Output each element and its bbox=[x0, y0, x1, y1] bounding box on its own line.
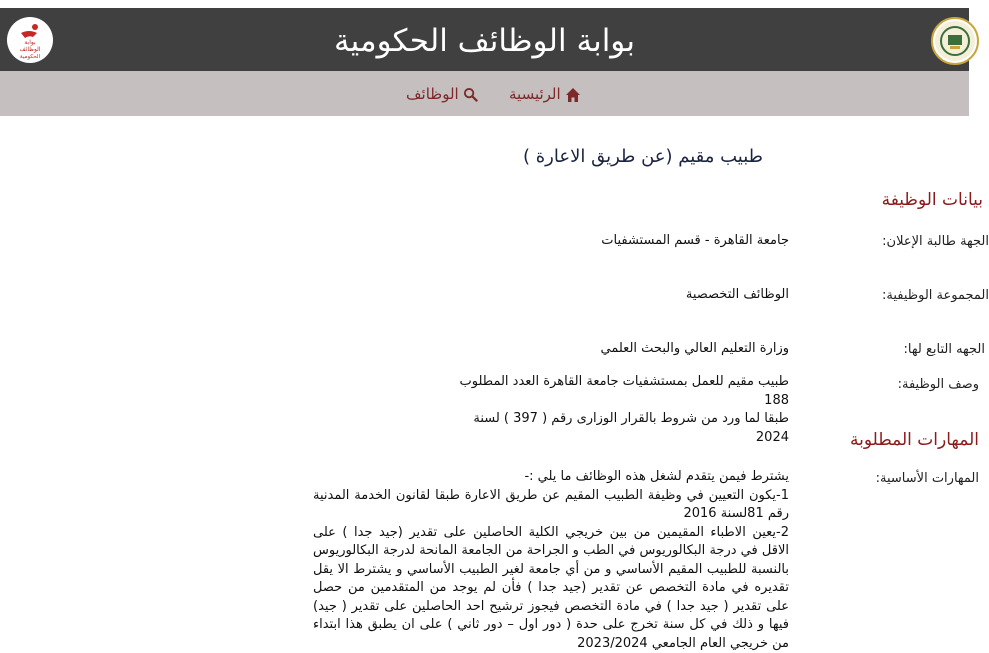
site-header bbox=[0, 8, 969, 71]
field-label-core-skills: المهارات الأساسية: bbox=[876, 471, 979, 486]
description-line-1: طبيب مقيم للعمل بمستشفيات جامعة القاهرة العدد المطلوب 188 bbox=[449, 373, 789, 410]
field-value-requesting-entity: جامعة القاهرة - قسم المستشفيات bbox=[601, 233, 789, 248]
field-value-description bbox=[449, 373, 789, 447]
job-title: طبيب مقيم (عن طريق الاعارة ) bbox=[523, 146, 763, 167]
seal-graphic bbox=[933, 19, 977, 63]
nav-home-label: الرئيسية bbox=[509, 85, 561, 103]
logo-text-2: الوظائف bbox=[19, 46, 40, 53]
section-skills-heading: المهارات المطلوبة bbox=[850, 430, 979, 450]
skills-line-intro: يشترط فيمن يتقدم لشغل هذه الوظائف ما يلي :- bbox=[313, 468, 789, 487]
government-seal-logo[interactable] bbox=[931, 17, 979, 65]
search-icon bbox=[463, 87, 478, 102]
skills-line-2: 2-يعين الاطباء المقيمين من بين خريجي الكلية الحاصلين على تقدير (جيد جدا ) على الاقل في درجة البكالوريوس في الطب و الجراحة من الجامعة المانحة لدرجة البكالوريوس بالنسبة للطبيب المقيم الأساسي و من أي جامعة لغير الطبيب الأساسي و يشترط الا يقل تقديره في مادة التخصص عن تقدير (جيد جدا ) فأن لم يوجد من المتقدمين من حصل على تقدير ( جيد جدا ) في مادة التخصص فيجوز ترشيح احد الحاصلين على تقدير ( جيد) فيها و ذلك في كل سنة تخرج على حدة ( دور اول – دور ثاني ) على ان يطبق هذا ابتداء من خريجي العام الجامعي 2023/2024 bbox=[313, 524, 789, 653]
home-icon bbox=[565, 87, 581, 103]
field-label-job-group: المجموعة الوظيفية: bbox=[882, 288, 989, 303]
skills-line-1: 1-يكون التعيين في وظيفة الطبيب المقيم عن طريق الاعارة طبقا لقانون الخدمة المدنية رقم 81لسنة 2016 bbox=[313, 487, 789, 524]
logo-text-1: بوابة bbox=[24, 39, 36, 46]
main-navbar bbox=[0, 71, 969, 116]
logo-text-3: الحكومية bbox=[20, 53, 41, 60]
job-detail-content bbox=[0, 116, 969, 639]
field-label-affiliation: الجهه التابع لها: bbox=[904, 342, 985, 357]
description-line-2: طبقا لما ورد من شروط بالقرار الوزارى رقم ( 397 ) لسنة 2024 bbox=[449, 410, 789, 447]
field-value-job-group: الوظائف التخصصية bbox=[686, 287, 789, 302]
field-value-core-skills bbox=[313, 468, 789, 653]
field-label-description: وصف الوظيفة: bbox=[898, 377, 979, 392]
nav-jobs-label: الوظائف bbox=[406, 85, 459, 103]
nav-home-link[interactable] bbox=[509, 83, 581, 105]
site-title: بوابة الوظائف الحكومية bbox=[0, 22, 969, 60]
field-label-requesting-entity: الجهة طالبة الإعلان: bbox=[882, 234, 989, 249]
nav-jobs-link[interactable] bbox=[406, 83, 478, 105]
section-job-data-heading: بيانات الوظيفة bbox=[882, 190, 983, 210]
field-value-affiliation: وزارة التعليم العالي والبحث العلمي bbox=[601, 341, 789, 356]
